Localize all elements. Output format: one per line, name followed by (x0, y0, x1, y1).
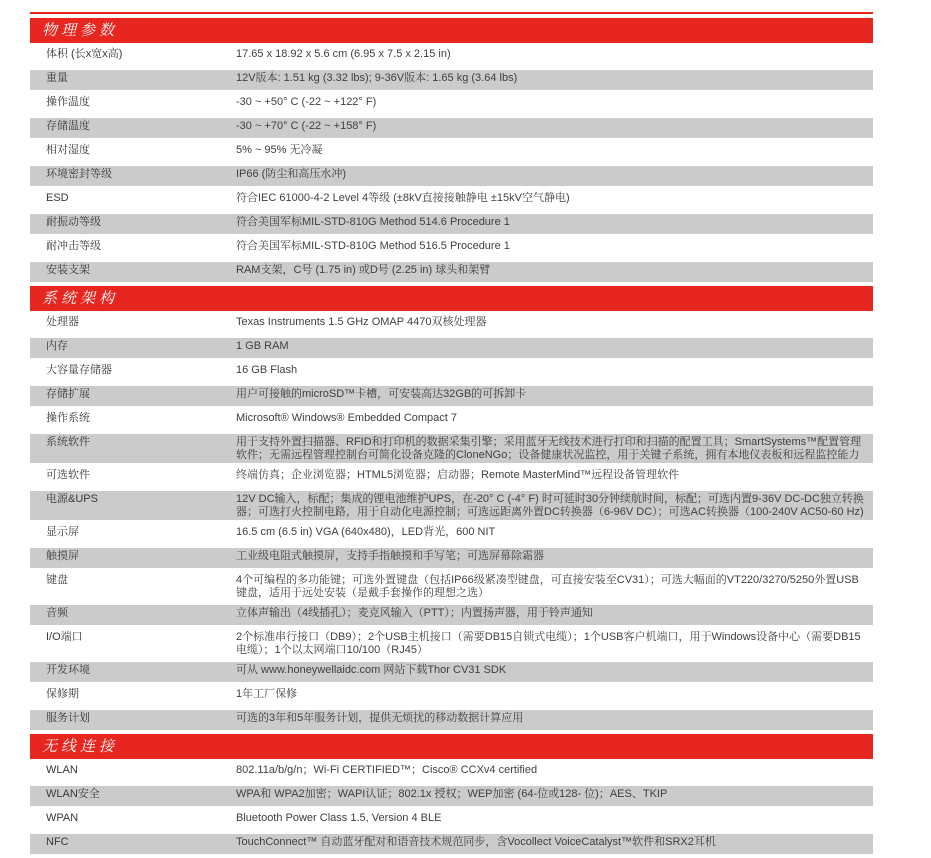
spec-label: ESD (46, 192, 69, 204)
spec-value: -30 ~ +70° C (-22 ~ +158° F) (236, 119, 377, 132)
section-body (30, 46, 873, 282)
spec-value: TouchConnect™ 自动蓝牙配对和语音技术规范同步，含Vocollect VoiceCatalyst™软件和SRX2耳机 (236, 835, 716, 848)
spec-label: 安装支架 (46, 264, 90, 276)
spec-value: 立体声输出（4线插孔）；麦克风输入（PTT）；内置扬声器，用于铃声通知 (236, 606, 593, 619)
table-row (30, 70, 873, 90)
spec-sheet (30, 12, 873, 854)
spec-label: I/O端口 (46, 631, 83, 643)
spec-label: 大容量存储器 (46, 364, 112, 376)
spec-label: 耐冲击等级 (46, 240, 101, 252)
table-row (30, 434, 873, 463)
section-header (30, 18, 873, 43)
table-row (30, 238, 873, 258)
spec-value: WPA和 WPA2加密；WAPI认证；802.1x 授权；WEP加密 (64-位或128- 位)；AES、TKIP (236, 787, 668, 800)
spec-value: 可选的3年和5年服务计划，提供无烦扰的移动数据计算应用 (236, 711, 524, 724)
spec-section (30, 734, 873, 854)
spec-value: RAM支架，C号 (1.75 in) 或D号 (2.25 in) 球头和架臂 (236, 263, 491, 276)
section-header (30, 734, 873, 759)
spec-value: 工业级电阻式触摸屏，支持手指触摸和手写笔；可选屏幕除霜器 (236, 549, 544, 562)
spec-table (30, 18, 873, 854)
table-row (30, 338, 873, 358)
spec-value: 802.11a/b/g/n；Wi-Fi CERTIFIED™；Cisco® CCXv4 certified (236, 763, 538, 776)
table-row (30, 386, 873, 406)
table-row (30, 629, 873, 658)
table-row (30, 118, 873, 138)
section-body (30, 762, 873, 854)
table-row (30, 46, 873, 66)
section-header (30, 286, 873, 311)
table-row (30, 786, 873, 806)
spec-label: WPAN (46, 812, 79, 824)
table-row (30, 524, 873, 544)
spec-section (30, 18, 873, 282)
spec-label: 重量 (46, 72, 68, 84)
spec-value: IP66 (防尘和高压水冲) (236, 167, 347, 180)
table-row (30, 662, 873, 682)
spec-value: 17.65 x 18.92 x 5.6 cm (6.95 x 7.5 x 2.15 in) (236, 47, 451, 60)
spec-label: 可选软件 (46, 469, 90, 481)
spec-label: 内存 (46, 340, 68, 352)
table-row (30, 467, 873, 487)
spec-value: 终端仿真；企业浏览器；HTML5浏览器；启动器；Remote MasterMind™远程设备管理软件 (236, 468, 680, 481)
spec-label: 开发环境 (46, 664, 90, 676)
table-row (30, 262, 873, 282)
spec-value: Microsoft® Windows® Embedded Compact 7 (236, 411, 458, 424)
table-row (30, 94, 873, 114)
spec-label: 显示屏 (46, 526, 79, 538)
table-row (30, 548, 873, 568)
table-row (30, 190, 873, 210)
spec-value: 用于支持外置扫描器、RFID和打印机的数据采集引擎；采用蓝牙无线技术进行打印和扫描的配置工具；SmartSystems™配置管理软件；无需远程管理控制台可简化设备克隆的CloneNGo；设备健康状况监控，用于关键子系统，拥有本地仪表板和远程监控能力 (236, 435, 862, 461)
spec-value: 16 GB Flash (236, 363, 298, 376)
spec-label: 处理器 (46, 316, 79, 328)
spec-section (30, 286, 873, 730)
spec-value: 符合美国军标MIL-STD-810G Method 516.5 Procedure 1 (236, 239, 510, 252)
spec-value: 可从 www.honeywellaidc.com 网站下载Thor CV31 SDK (236, 663, 507, 676)
table-row (30, 572, 873, 601)
spec-value: 符合美国军标MIL-STD-810G Method 514.6 Procedure 1 (236, 215, 510, 228)
spec-label: NFC (46, 836, 69, 848)
spec-label: 存储扩展 (46, 388, 90, 400)
spec-label: WLAN安全 (46, 788, 100, 800)
spec-label: 触摸屏 (46, 550, 79, 562)
spec-value: 2个标准串行接口（DB9）；2个USB主机接口（需要DB15自锁式电缆）；1个USB客户机端口，用于Windows设备中心（需要DB15电缆）；1个以太网端口10/100（RJ45） (236, 630, 861, 656)
spec-label: 服务计划 (46, 712, 90, 724)
spec-value: -30 ~ +50° C (-22 ~ +122° F) (236, 95, 377, 108)
spec-value: 1年工厂保修 (236, 687, 298, 700)
spec-label: 系统软件 (46, 436, 90, 448)
spec-label: 操作系统 (46, 412, 90, 424)
table-row (30, 314, 873, 334)
spec-value: 1 GB RAM (236, 339, 289, 352)
table-row (30, 810, 873, 830)
spec-value: 12V DC输入，标配；集成的锂电池维护UPS，在-20° C (-4° F) 时可延时30分钟续航时间，标配；可选内置9-36V DC-DC独立转换器；可选打火控制电路，用于自动化电源控制；可选远距离外置DC转换器（6-96V DC）；可选AC转换器（100-240V AC50-60 Hz) (236, 492, 864, 518)
spec-value: 符合IEC 61000-4-2 Level 4等级 (±8kV直接接触静电 ±15kV空气静电) (236, 191, 570, 204)
spec-value: 12V版本: 1.51 kg (3.32 lbs); 9-36V版本: 1.65 kg (3.64 lbs) (236, 71, 518, 84)
table-row (30, 686, 873, 706)
table-row (30, 166, 873, 186)
table-row (30, 142, 873, 162)
spec-label: 保修期 (46, 688, 79, 700)
table-row (30, 491, 873, 520)
spec-value: 16.5 cm (6.5 in) VGA (640x480)，LED背光，600 NIT (236, 525, 496, 538)
spec-label: 操作温度 (46, 96, 90, 108)
top-rule (30, 12, 873, 14)
spec-label: 音频 (46, 607, 68, 619)
section-title: 物理参数 (42, 21, 119, 39)
spec-value: Bluetooth Power Class 1.5, Version 4 BLE (236, 811, 442, 824)
spec-label: 电源&UPS (46, 493, 98, 505)
table-row (30, 762, 873, 782)
spec-value: 用户可接触的microSD™卡槽，可安装高达32GB的可拆卸卡 (236, 387, 527, 400)
spec-label: 环境密封等级 (46, 168, 112, 180)
spec-label: 耐振动等级 (46, 216, 101, 228)
spec-label: WLAN (46, 764, 78, 776)
table-row (30, 605, 873, 625)
table-row (30, 362, 873, 382)
table-row (30, 214, 873, 234)
section-body (30, 314, 873, 730)
spec-value: 4个可编程的多功能键；可选外置键盘（包括IP66级紧凑型键盘，可直接安装至CV31）；可选大幅面的VT220/3270/5250外置USB键盘，适用于远处安装（是戴手套操作的理想之选） (236, 573, 859, 599)
spec-label: 相对湿度 (46, 144, 90, 156)
spec-label: 存储温度 (46, 120, 90, 132)
table-row (30, 710, 873, 730)
table-row (30, 834, 873, 854)
section-title: 无线连接 (42, 737, 119, 755)
spec-label: 体积 (长x宽x高) (46, 48, 123, 60)
table-row (30, 410, 873, 430)
spec-value: Texas Instruments 1.5 GHz OMAP 4470双核处理器 (236, 315, 487, 328)
spec-label: 键盘 (46, 574, 68, 586)
section-title: 系统架构 (42, 289, 119, 307)
spec-value: 5% ~ 95% 无冷凝 (236, 143, 323, 156)
